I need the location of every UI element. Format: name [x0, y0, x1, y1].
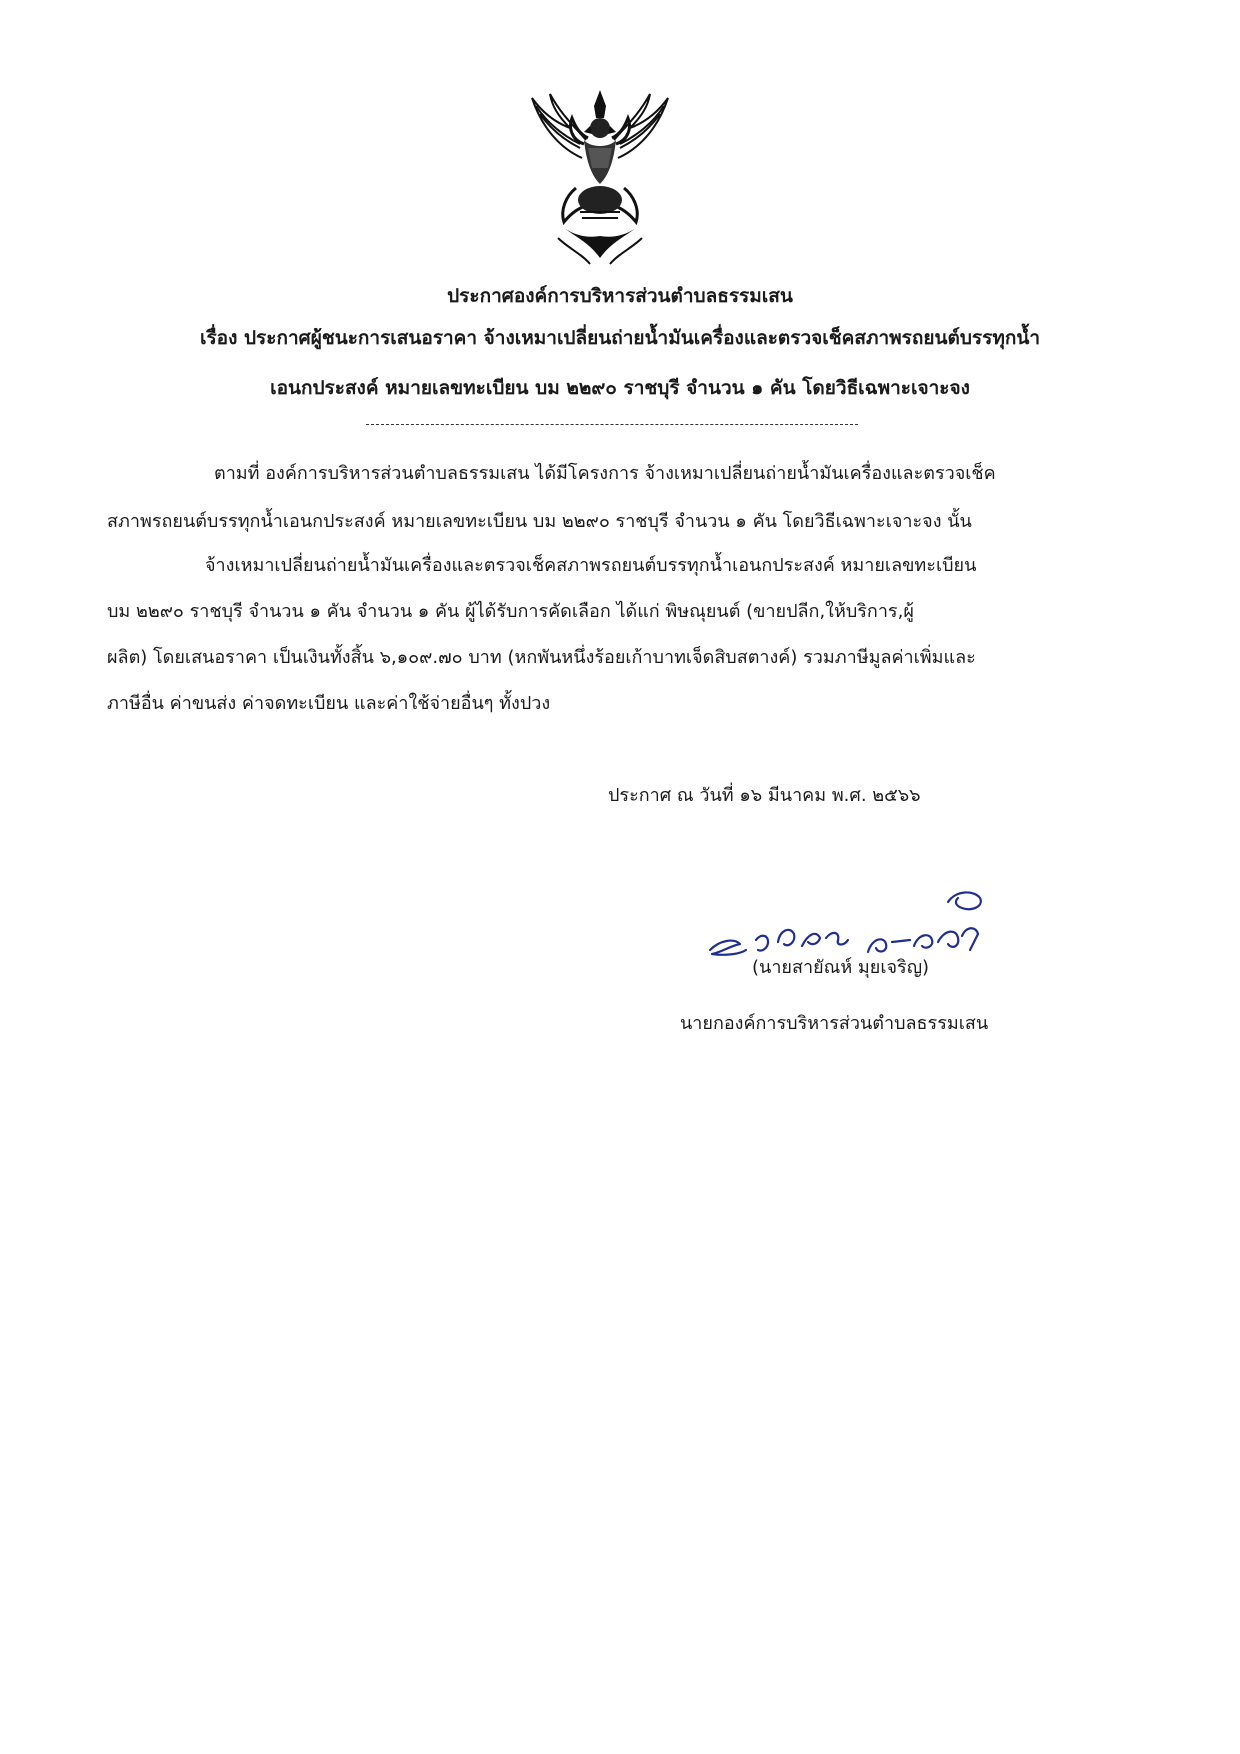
paragraph2-line1: จ้างเหมาเปลี่ยนถ่ายน้ำมันเครื่องและตรวจเช็คสภาพรถยนต์บรรทุกน้ำเอนกประสงค์ หมายเลขทะเบียน [205, 555, 977, 576]
organization-title: ประกาศองค์การบริหารส่วนตำบลธรรมเสน [447, 285, 793, 307]
paragraph2-line3: ผลิต) โดยเสนอราคา เป็นเงินทั้งสิ้น ๖,๑๐๙.๗๐ บาท (หกพันหนึ่งร้อยเก้าบาทเจ็ดสิบสตางค์) รวมภาษีมูลค่าเพิ่มและ [107, 647, 976, 668]
announce-date: ประกาศ ณ วันที่ ๑๖ มีนาคม พ.ศ. ๒๕๖๖ [608, 785, 921, 806]
separator-line [366, 424, 858, 425]
paragraph2-line4: ภาษีอื่น ค่าขนส่ง ค่าจดทะเบียน และค่าใช้จ่ายอื่นๆ ทั้งปวง [107, 693, 551, 714]
signer-title: นายกองค์การบริหารส่วนตำบลธรรมเสน [680, 1013, 989, 1034]
garuda-emblem-icon [520, 88, 680, 268]
subject-line-1: เรื่อง ประกาศผู้ชนะการเสนอราคา จ้างเหมาเปลี่ยนถ่ายน้ำมันเครื่องและตรวจเช็คสภาพรถยนต์บรรทุกน้ำ [199, 327, 1041, 349]
subject-line-2: เอนกประสงค์ หมายเลขทะเบียน บม ๒๒๙๐ ราชบุรี จำนวน ๑ คัน โดยวิธีเฉพาะเจาะจง [270, 377, 970, 399]
paragraph2-line2: บม ๒๒๙๐ ราชบุรี จำนวน ๑ คัน จำนวน ๑ คัน ผู้ได้รับการคัดเลือก ได้แก่ พิษณุยนต์ (ขายปลีก,ให้บริการ,ผู้ [107, 601, 914, 622]
signer-name: (นายสายัณห์ มุยเจริญ) [752, 957, 930, 978]
paragraph1-line2: สภาพรถยนต์บรรทุกน้ำเอนกประสงค์ หมายเลขทะเบียน บม ๒๒๙๐ ราชบุรี จำนวน ๑ คัน โดยวิธีเฉพาะเจาะจง นั้น [107, 511, 972, 532]
paragraph1-line1: ตามที่ องค์การบริหารส่วนตำบลธรรมเสน ได้มีโครงการ จ้างเหมาเปลี่ยนถ่ายน้ำมันเครื่องและตรวจเช็ค [214, 463, 996, 484]
